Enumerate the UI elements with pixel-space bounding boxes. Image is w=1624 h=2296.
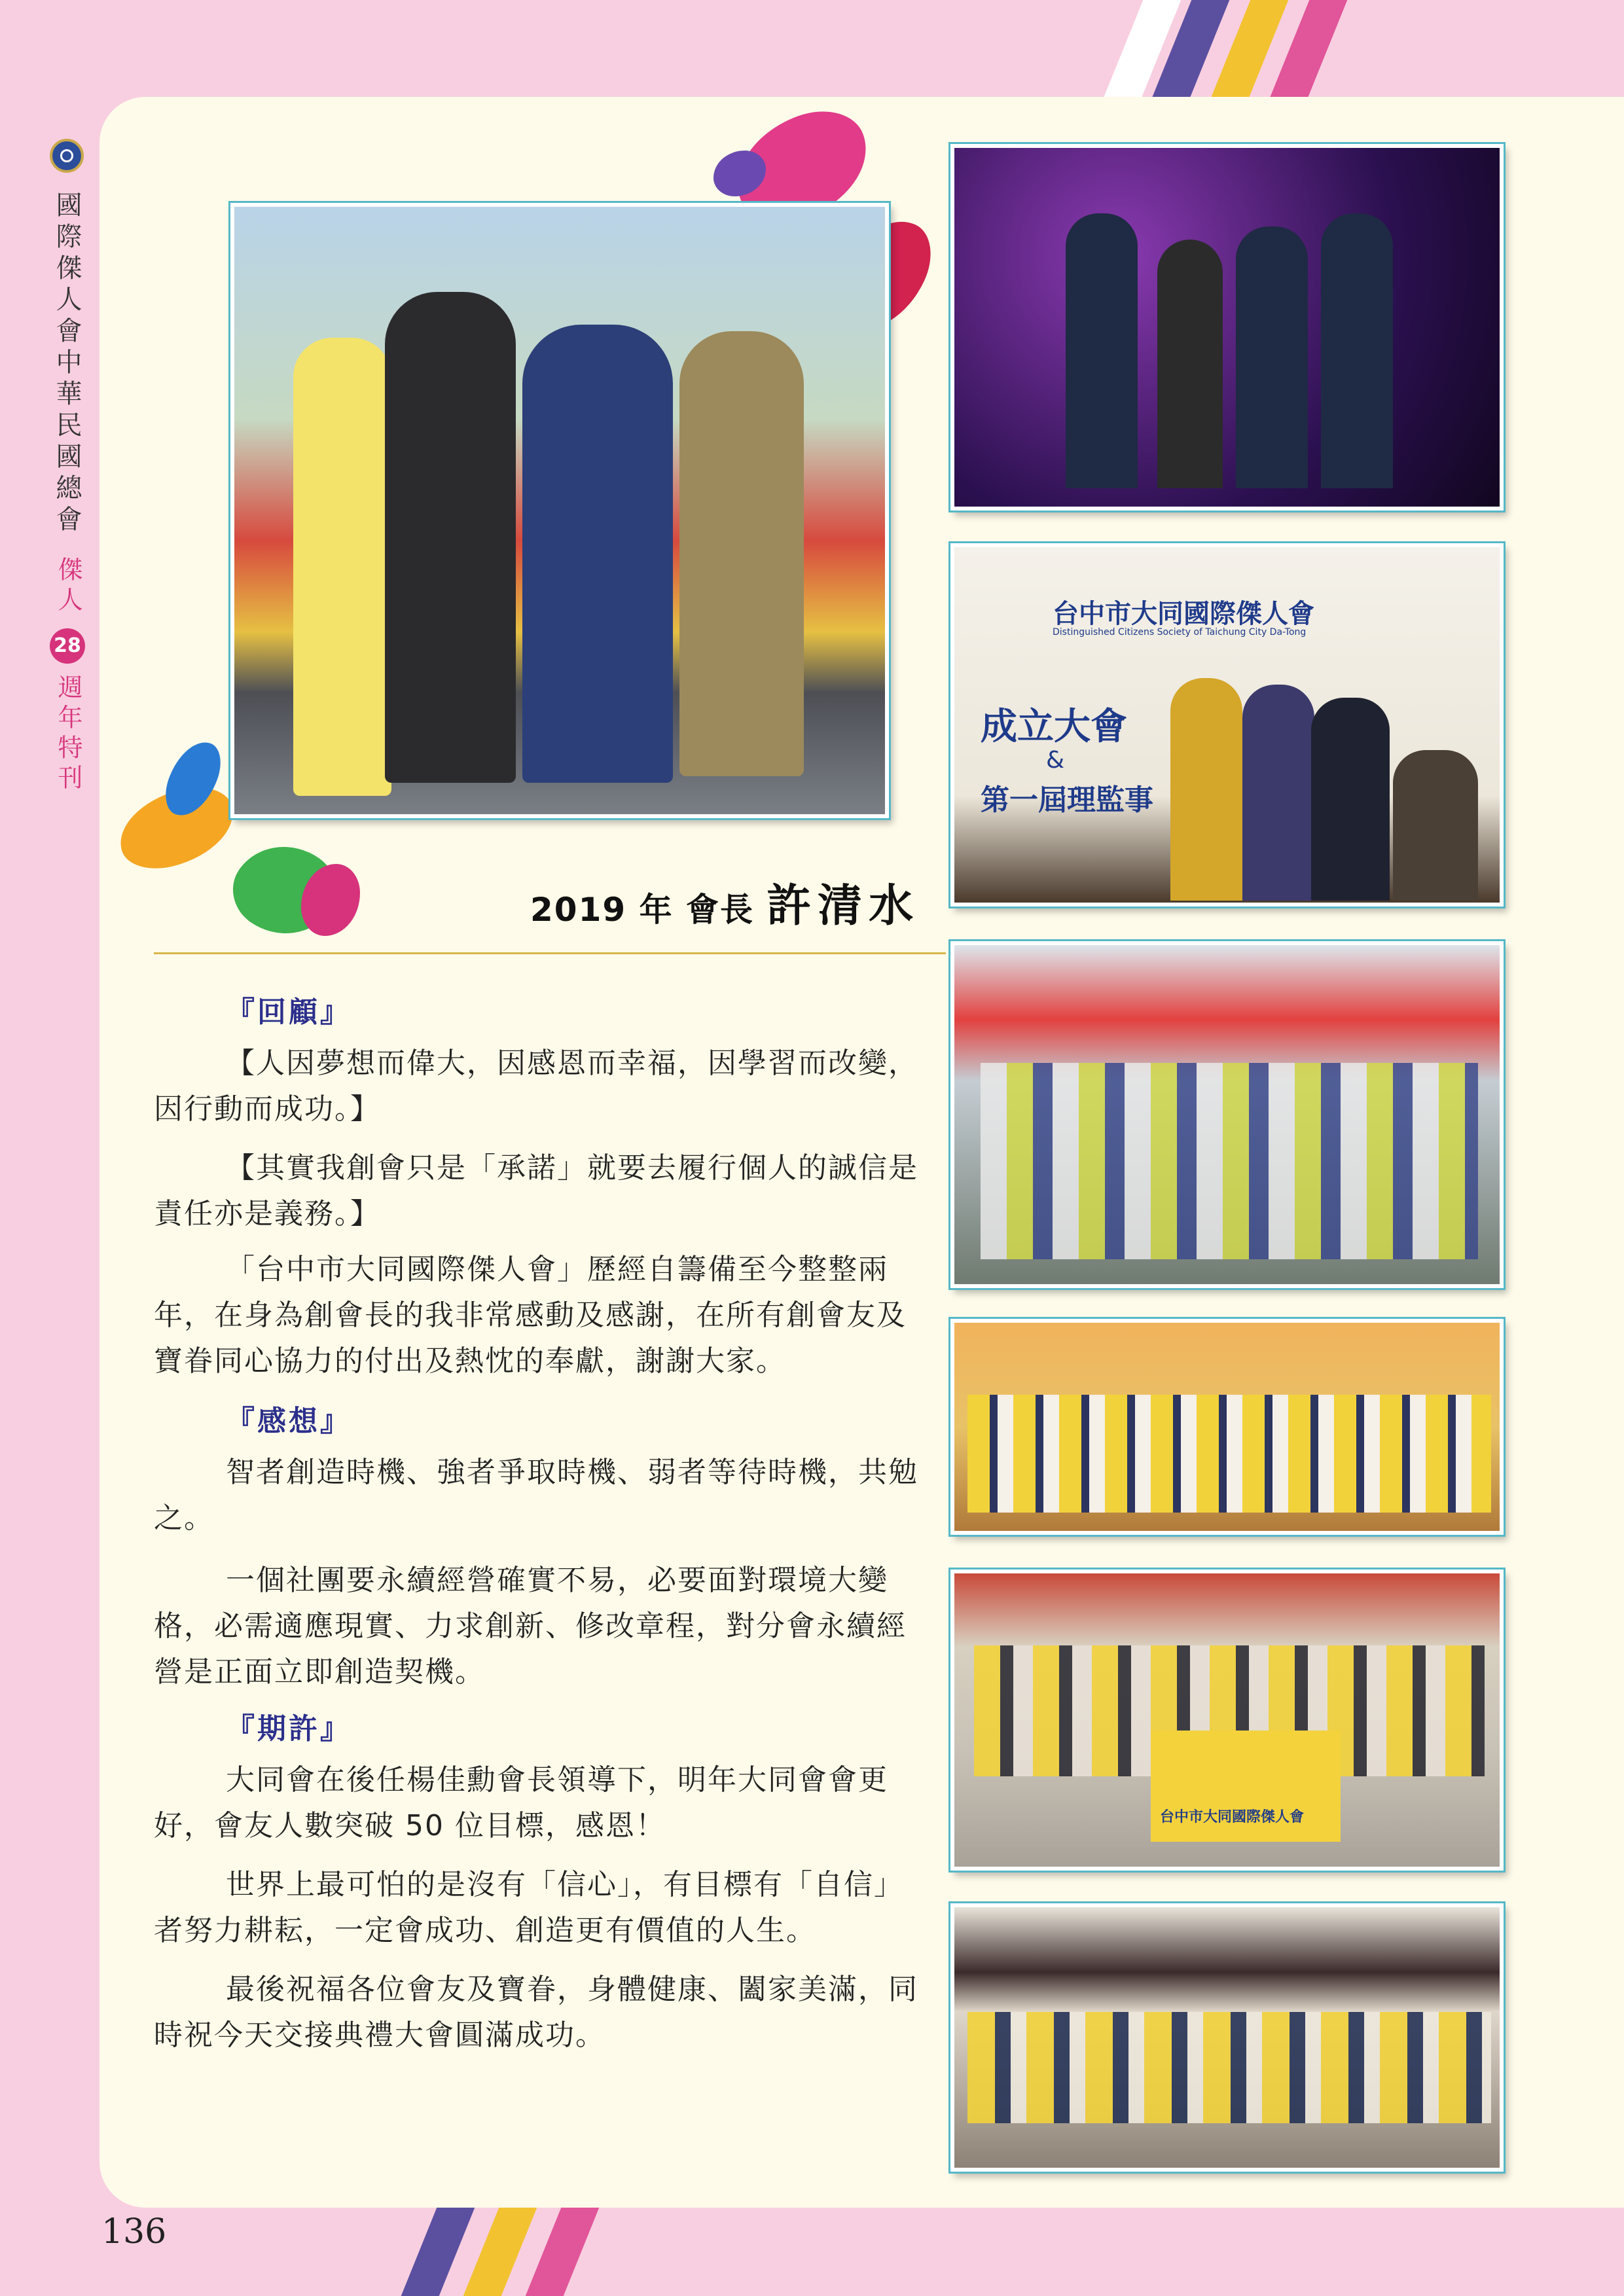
photo-stage-ceremony [950, 144, 1504, 511]
paragraph-review-2: 【其實我創會只是「承諾」就要去履行個人的誠信是責任亦是義務。】 [154, 1151, 918, 1230]
stage-banner-line1: 成立大會 [981, 705, 1127, 748]
stage-banner-line3: 第一屆理監事 [981, 783, 1153, 817]
page-number: 136 [101, 2212, 167, 2251]
paragraph-thoughts-2: 一個社團要永續經營確實不易，必要面對環境大變格，必需適應現實、力求創新、修改章程，對分會永續經營是正面立即創造契機。 [154, 1564, 907, 1689]
sidebar-edition-suffix: 週年特刊 [54, 674, 82, 795]
photo-outdoor-event [950, 941, 1504, 1288]
stage-banner-subtitle: Distinguished Citizens Society of Taichung City Da-Tong [1053, 627, 1307, 637]
section-heading-review: 『回顧』 [226, 996, 352, 1029]
decor-stripe-bottom-2 [463, 2208, 537, 2296]
sidebar-edition-prefix: 傑人 [54, 556, 82, 617]
photo-flag-group [950, 1570, 1504, 1871]
photo-meeting-room [950, 1903, 1504, 2172]
paragraph-review-3: 「台中市大同國際傑人會」歷經自籌備至今整整兩年，在身為創會長的我非常感動及感謝，在所有創會友及寶眷同心協力的付出及熱忱的奉獻，謝謝大家。 [154, 1253, 907, 1378]
paragraph-thoughts-1: 智者創造時機、強者爭取時機、弱者等待時機，共勉之。 [154, 1456, 918, 1535]
stage-banner-title: 台中市大同國際傑人會 [1053, 599, 1314, 629]
stage-banner-line2: & [1046, 747, 1065, 774]
decor-stripe-bottom-3 [526, 2208, 600, 2296]
decor-stripe-bottom-1 [401, 2208, 475, 2296]
article-title [530, 870, 920, 934]
section-heading-thoughts: 『感想』 [226, 1405, 352, 1438]
paragraph-expectations-3: 最後祝福各位會友及寶眷，身體健康、闔家美滿，同時祝今天交接典禮大會圓滿成功。 [154, 1973, 918, 2052]
paragraph-review-1: 【人因夢想而偉大，因感恩而幸福，因學習而改變，因行動而成功。】 [154, 1047, 918, 1126]
title-name: 許清水 [767, 880, 920, 932]
photo-family-portrait [230, 203, 889, 818]
paragraph-expectations-1: 大同會在後任楊佳勳會長領導下，明年大同會會更好，會友人數突破 50 位目標，感恩！ [154, 1763, 888, 1842]
emblem-icon [50, 139, 84, 173]
section-heading-expectations: 『期許』 [226, 1712, 352, 1746]
photo-indoor-group [950, 1319, 1504, 1535]
sidebar-org-name: 國際傑人會中華民國總會 [52, 191, 82, 537]
paragraph-expectations-2: 世界上最可怕的是沒有「信心」，有目標有「自信」者努力耕耘，一定會成功、創造更有價值的人生。 [154, 1868, 904, 1947]
photo-flag [1151, 1731, 1341, 1842]
flag-text: 台中市大同國際傑人會 [1160, 1809, 1305, 1825]
anniversary-number: 28 [54, 634, 81, 657]
title-divider [154, 952, 946, 954]
anniversary-badge [50, 628, 85, 664]
title-year-role: 2019 年 會長 [530, 891, 754, 929]
photo-founding-stage [950, 543, 1504, 906]
